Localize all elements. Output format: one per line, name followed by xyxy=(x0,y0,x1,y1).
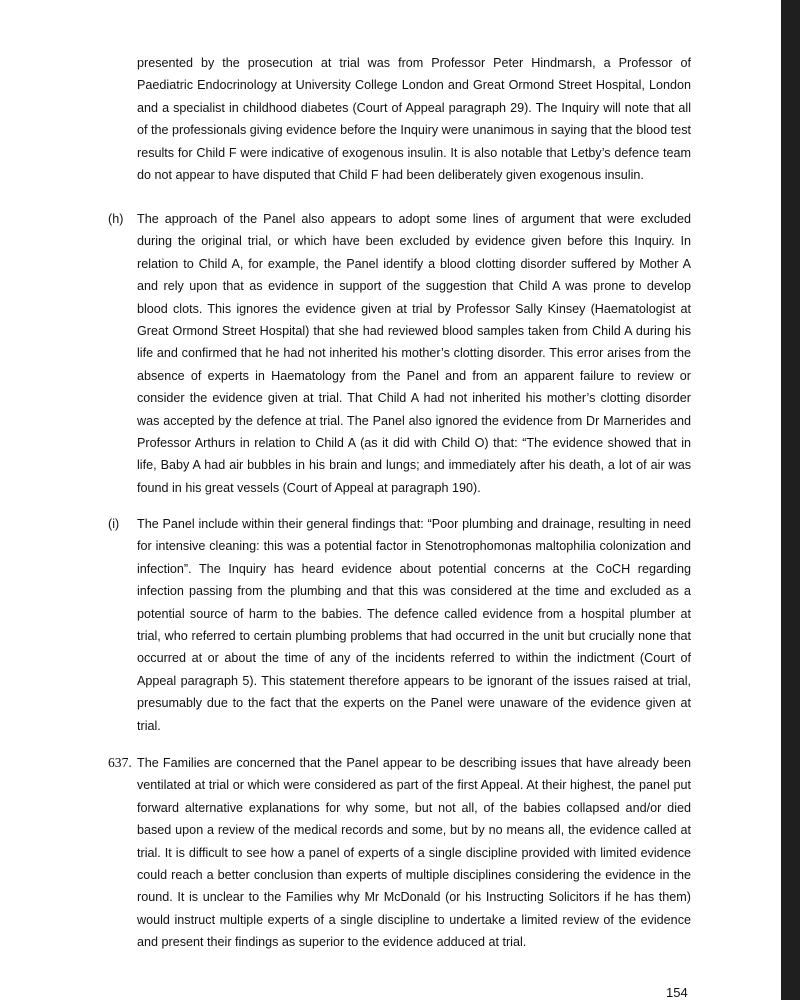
list-item-h xyxy=(108,208,691,499)
paragraph-text: The Families are concerned that the Panel appear to be describing issues that have already been ventilated at trial or which were considered as part of the first Appeal. At their highest, the panel put forward alternative explanations for why some, but not all, of the babies collapsed and/or died based upon a review of the medical records and some, but by no means all, the evidence called at trial. It is difficult to see how a panel of experts of a single discipline provided with limited evidence could reach a better conclusion than experts of multiple disciplines considering the evidence in the round. It is unclear to the Families why Mr McDonald (or his Instructing Solicitors if he has them) would instruct multiple experts of a single discipline to undertake a limited review of the evidence and present their findings as superior to the evidence adduced at trial. xyxy=(137,756,691,950)
item-marker: (h) xyxy=(108,212,124,226)
opening-paragraph: presented by the prosecution at trial was from Professor Peter Hindmarsh, a Professor of Paediatric Endocrinology at University College London and Great Ormond Street Hospital, London and a specialist in childhood diabetes (Court of Appeal paragraph 29). The Inquiry will note that all of the professionals giving evidence before the Inquiry were unanimous in saying that the blood test results for Child F were indicative of exogenous insulin. It is also notable that Letby’s defence team do not appear to have disputed that Child F had been deliberately given exogenous insulin. xyxy=(137,56,691,183)
paragraph-637 xyxy=(108,752,691,954)
list-item-i xyxy=(108,513,691,737)
page-edge xyxy=(781,0,800,1000)
item-text: The approach of the Panel also appears to adopt some lines of argument that were excluded during the original trial, or which have been excluded by evidence given before this Inquiry. In relation to Child A, for example, the Panel identify a blood clotting disorder suffered by Mother A and rely upon that as evidence in support of the suggestion that Child A was prone to develop blood clots. This ignores the evidence given at trial by Professor Sally Kinsey (Haematologist at Great Ormond Street Hospital) that she had reviewed blood samples taken from Child A during his life and confirmed that he had not inherited his mother’s clotting disorder. This error arises from the absence of experts in Haematology from the Panel and from an apparent failure to review or consider the evidence given at trial. That Child A had not inherited his mother’s clotting disorder was accepted by the defence at trial. The Panel also ignored the evidence from Dr Marnerides and Professor Arthurs in relation to Child A (as it did with Child O) that: “The evidence showed that in life, Baby A had air bubbles in his brain and lungs; and immediately after his death, a lot of air was found in his great vessels (Court of Appeal at paragraph 190). xyxy=(137,212,691,495)
item-text: The Panel include within their general findings that: “Poor plumbing and drainage, resulting in need for intensive cleaning: this was a potential factor in Stenotrophomonas maltophilia colonization and infection”. The Inquiry has heard evidence about potential concerns at the CoCH regarding infection passing from the plumbing and that this was considered at the time and excluded as a potential source of harm to the babies. The defence called evidence from a hospital plumber at trial, who referred to certain plumbing problems that had occurred in the unit but crucially none that occurred at or about the time of any of the incidents referred to within the indictment (Court of Appeal paragraph 5). This statement therefore appears to be ignorant of the issues raised at trial, presumably due to the fact that the experts on the Panel were unaware of the evidence given at trial. xyxy=(137,517,691,733)
page-number: 154 xyxy=(666,985,688,1000)
paragraph-number: 637. xyxy=(108,755,132,770)
item-marker: (i) xyxy=(108,517,120,531)
